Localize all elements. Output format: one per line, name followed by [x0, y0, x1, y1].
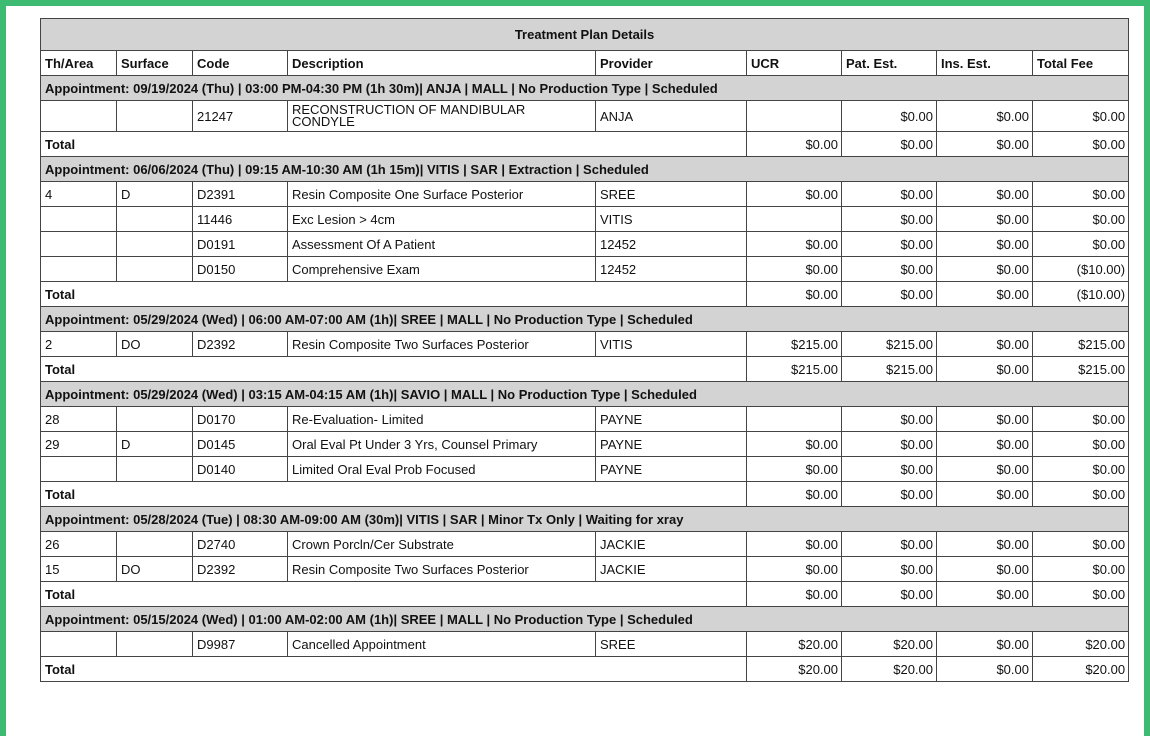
- total-label: Total: [41, 282, 747, 307]
- cell-description: Comprehensive Exam: [288, 257, 596, 282]
- cell-pat-est: $20.00: [842, 632, 937, 657]
- cell-code: D0170: [193, 407, 288, 432]
- cell-description: Crown Porcln/Cer Substrate: [288, 532, 596, 557]
- appointments-body: [41, 76, 1129, 682]
- cell-ucr: $0.00: [747, 532, 842, 557]
- cell-total-fee: $0.00: [1033, 532, 1129, 557]
- cell-provider: 12452: [596, 232, 747, 257]
- cell-th-area: [41, 632, 117, 657]
- cell-provider: SREE: [596, 632, 747, 657]
- total-label: Total: [41, 482, 747, 507]
- cell-ins-est: $0.00: [937, 182, 1033, 207]
- total-ucr: $0.00: [747, 132, 842, 157]
- cell-ins-est: $0.00: [937, 432, 1033, 457]
- cell-description: Limited Oral Eval Prob Focused: [288, 457, 596, 482]
- cell-code: D9987: [193, 632, 288, 657]
- cell-description: Resin Composite Two Surfaces Posterior: [288, 557, 596, 582]
- cell-description: Cancelled Appointment: [288, 632, 596, 657]
- cell-pat-est: $0.00: [842, 182, 937, 207]
- cell-ucr: $0.00: [747, 257, 842, 282]
- total-label: Total: [41, 357, 747, 382]
- column-header-pat-est: Pat. Est.: [842, 51, 937, 76]
- total-row: [41, 357, 1129, 382]
- cell-surface: [117, 407, 193, 432]
- appointment-header-row: [41, 507, 1129, 532]
- cell-ins-est: $0.00: [937, 532, 1033, 557]
- cell-surface: D: [117, 182, 193, 207]
- cell-code: 21247: [193, 101, 288, 132]
- total-ucr: $20.00: [747, 657, 842, 682]
- cell-ins-est: $0.00: [937, 332, 1033, 357]
- cell-description: Resin Composite Two Surfaces Posterior: [288, 332, 596, 357]
- cell-ins-est: $0.00: [937, 232, 1033, 257]
- cell-code: D2392: [193, 557, 288, 582]
- cell-total-fee: $0.00: [1033, 207, 1129, 232]
- cell-surface: [117, 232, 193, 257]
- table-row: [41, 407, 1129, 432]
- cell-provider: PAYNE: [596, 407, 747, 432]
- total-row: [41, 132, 1129, 157]
- appointment-header-row: [41, 157, 1129, 182]
- appointment-header-row: [41, 307, 1129, 332]
- cell-provider: ANJA: [596, 101, 747, 132]
- cell-provider: JACKIE: [596, 557, 747, 582]
- appointment-header: Appointment: 05/29/2024 (Wed) | 06:00 AM-07:00 AM (1h)| SREE | MALL | No Production Type | Scheduled: [41, 307, 1129, 332]
- total-fee: ($10.00): [1033, 282, 1129, 307]
- total-pat-est: $0.00: [842, 132, 937, 157]
- cell-surface: DO: [117, 332, 193, 357]
- column-header-code: Code: [193, 51, 288, 76]
- treatment-plan-table: [40, 18, 1129, 682]
- cell-surface: [117, 207, 193, 232]
- total-ins-est: $0.00: [937, 357, 1033, 382]
- total-pat-est: $20.00: [842, 657, 937, 682]
- treatment-plan-sheet: [40, 18, 1128, 682]
- table-row: [41, 457, 1129, 482]
- total-pat-est: $0.00: [842, 582, 937, 607]
- total-ins-est: $0.00: [937, 482, 1033, 507]
- total-ins-est: $0.00: [937, 132, 1033, 157]
- column-header-surface: Surface: [117, 51, 193, 76]
- table-row: [41, 532, 1129, 557]
- total-label: Total: [41, 132, 747, 157]
- cell-surface: [117, 257, 193, 282]
- cell-code: D2392: [193, 332, 288, 357]
- cell-provider: PAYNE: [596, 432, 747, 457]
- cell-ins-est: $0.00: [937, 207, 1033, 232]
- cell-surface: D: [117, 432, 193, 457]
- cell-surface: [117, 532, 193, 557]
- cell-th-area: [41, 101, 117, 132]
- cell-ucr: [747, 101, 842, 132]
- table-row: [41, 257, 1129, 282]
- cell-code: D0140: [193, 457, 288, 482]
- column-header-provider: Provider: [596, 51, 747, 76]
- total-fee: $0.00: [1033, 132, 1129, 157]
- cell-code: D2740: [193, 532, 288, 557]
- cell-ins-est: $0.00: [937, 632, 1033, 657]
- cell-th-area: [41, 257, 117, 282]
- cell-pat-est: $0.00: [842, 257, 937, 282]
- table-row: [41, 632, 1129, 657]
- cell-th-area: [41, 232, 117, 257]
- total-row: [41, 282, 1129, 307]
- column-header-description: Description: [288, 51, 596, 76]
- cell-ucr: $0.00: [747, 557, 842, 582]
- cell-ucr: $0.00: [747, 232, 842, 257]
- cell-total-fee: $0.00: [1033, 457, 1129, 482]
- total-fee: $20.00: [1033, 657, 1129, 682]
- total-ucr: $0.00: [747, 482, 842, 507]
- total-ucr: $0.00: [747, 282, 842, 307]
- cell-description: Assessment Of A Patient: [288, 232, 596, 257]
- cell-th-area: 29: [41, 432, 117, 457]
- cell-pat-est: $0.00: [842, 557, 937, 582]
- total-ins-est: $0.00: [937, 657, 1033, 682]
- cell-surface: [117, 457, 193, 482]
- total-pat-est: $0.00: [842, 282, 937, 307]
- total-ucr: $215.00: [747, 357, 842, 382]
- cell-total-fee: $0.00: [1033, 101, 1129, 132]
- cell-th-area: 26: [41, 532, 117, 557]
- total-label: Total: [41, 582, 747, 607]
- appointment-header: Appointment: 06/06/2024 (Thu) | 09:15 AM-10:30 AM (1h 15m)| VITIS | SAR | Extraction | Scheduled: [41, 157, 1129, 182]
- column-header-ins-est: Ins. Est.: [937, 51, 1033, 76]
- appointment-header-row: [41, 607, 1129, 632]
- cell-ins-est: $0.00: [937, 457, 1033, 482]
- total-row: [41, 482, 1129, 507]
- cell-provider: JACKIE: [596, 532, 747, 557]
- total-row: [41, 657, 1129, 682]
- cell-ucr: $0.00: [747, 457, 842, 482]
- cell-description: Resin Composite One Surface Posterior: [288, 182, 596, 207]
- cell-provider: SREE: [596, 182, 747, 207]
- total-ins-est: $0.00: [937, 582, 1033, 607]
- cell-provider: VITIS: [596, 332, 747, 357]
- table-row: [41, 432, 1129, 457]
- cell-surface: [117, 632, 193, 657]
- cell-total-fee: $0.00: [1033, 557, 1129, 582]
- cell-total-fee: $0.00: [1033, 182, 1129, 207]
- cell-provider: PAYNE: [596, 457, 747, 482]
- cell-code: D2391: [193, 182, 288, 207]
- cell-pat-est: $215.00: [842, 332, 937, 357]
- cell-pat-est: $0.00: [842, 232, 937, 257]
- cell-ins-est: $0.00: [937, 407, 1033, 432]
- cell-pat-est: $0.00: [842, 407, 937, 432]
- table-row: [41, 101, 1129, 132]
- table-title-row: [41, 19, 1129, 51]
- cell-pat-est: $0.00: [842, 101, 937, 132]
- column-header-row: [41, 51, 1129, 76]
- total-ucr: $0.00: [747, 582, 842, 607]
- column-header-ucr: UCR: [747, 51, 842, 76]
- cell-ucr: $215.00: [747, 332, 842, 357]
- appointment-header: Appointment: 05/29/2024 (Wed) | 03:15 AM-04:15 AM (1h)| SAVIO | MALL | No Production Type | Scheduled: [41, 382, 1129, 407]
- cell-surface: [117, 101, 193, 132]
- cell-pat-est: $0.00: [842, 207, 937, 232]
- cell-surface: DO: [117, 557, 193, 582]
- appointment-header: Appointment: 05/28/2024 (Tue) | 08:30 AM-09:00 AM (30m)| VITIS | SAR | Minor Tx Only | Waiting for xray: [41, 507, 1129, 532]
- cell-pat-est: $0.00: [842, 432, 937, 457]
- total-fee: $0.00: [1033, 582, 1129, 607]
- cell-total-fee: $0.00: [1033, 232, 1129, 257]
- cell-code: D0150: [193, 257, 288, 282]
- appointment-header-row: [41, 382, 1129, 407]
- total-fee: $0.00: [1033, 482, 1129, 507]
- cell-description: Oral Eval Pt Under 3 Yrs, Counsel Primary: [288, 432, 596, 457]
- cell-ucr: $0.00: [747, 182, 842, 207]
- cell-provider: VITIS: [596, 207, 747, 232]
- cell-code: D0191: [193, 232, 288, 257]
- appointment-header: Appointment: 09/19/2024 (Thu) | 03:00 PM-04:30 PM (1h 30m)| ANJA | MALL | No Production Type | Scheduled: [41, 76, 1129, 101]
- total-ins-est: $0.00: [937, 282, 1033, 307]
- table-row: [41, 557, 1129, 582]
- cell-ins-est: $0.00: [937, 557, 1033, 582]
- appointment-header-row: [41, 76, 1129, 101]
- total-pat-est: $215.00: [842, 357, 937, 382]
- total-row: [41, 582, 1129, 607]
- total-fee: $215.00: [1033, 357, 1129, 382]
- cell-th-area: 4: [41, 182, 117, 207]
- cell-pat-est: $0.00: [842, 532, 937, 557]
- cell-pat-est: $0.00: [842, 457, 937, 482]
- cell-ucr: $0.00: [747, 432, 842, 457]
- cell-th-area: 2: [41, 332, 117, 357]
- cell-total-fee: $0.00: [1033, 407, 1129, 432]
- cell-th-area: 28: [41, 407, 117, 432]
- cell-ucr: $20.00: [747, 632, 842, 657]
- cell-total-fee: $0.00: [1033, 432, 1129, 457]
- column-header-total-fee: Total Fee: [1033, 51, 1129, 76]
- cell-description: Exc Lesion > 4cm: [288, 207, 596, 232]
- cell-total-fee: $215.00: [1033, 332, 1129, 357]
- cell-th-area: 15: [41, 557, 117, 582]
- cell-description: RECONSTRUCTION OF MANDIBULAR CONDYLE: [288, 101, 596, 132]
- cell-code: D0145: [193, 432, 288, 457]
- cell-ucr: [747, 407, 842, 432]
- cell-code: 11446: [193, 207, 288, 232]
- cell-provider: 12452: [596, 257, 747, 282]
- cell-total-fee: $20.00: [1033, 632, 1129, 657]
- table-row: [41, 182, 1129, 207]
- cell-ins-est: $0.00: [937, 257, 1033, 282]
- total-pat-est: $0.00: [842, 482, 937, 507]
- table-row: [41, 332, 1129, 357]
- table-row: [41, 207, 1129, 232]
- table-row: [41, 232, 1129, 257]
- cell-ins-est: $0.00: [937, 101, 1033, 132]
- cell-ucr: [747, 207, 842, 232]
- table-title: Treatment Plan Details: [41, 19, 1129, 51]
- cell-description: Re-Evaluation- Limited: [288, 407, 596, 432]
- cell-th-area: [41, 207, 117, 232]
- total-label: Total: [41, 657, 747, 682]
- appointment-header: Appointment: 05/15/2024 (Wed) | 01:00 AM-02:00 AM (1h)| SREE | MALL | No Production Type | Scheduled: [41, 607, 1129, 632]
- cell-th-area: [41, 457, 117, 482]
- cell-total-fee: ($10.00): [1033, 257, 1129, 282]
- column-header-th-area: Th/Area: [41, 51, 117, 76]
